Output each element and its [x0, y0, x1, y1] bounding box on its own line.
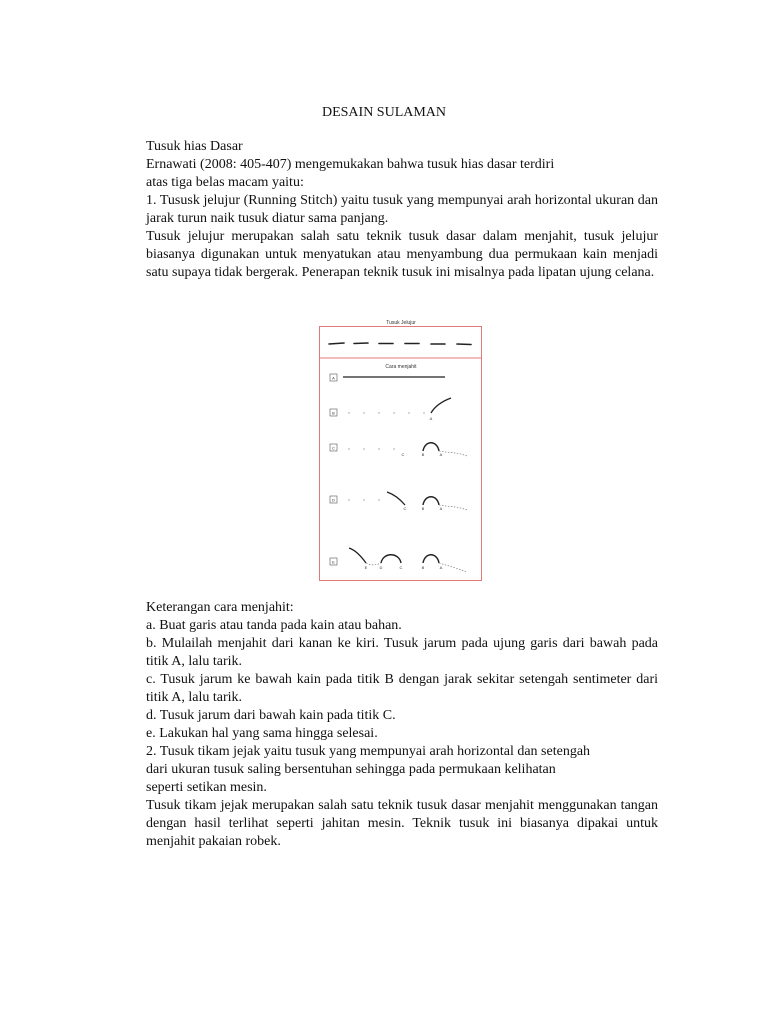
page-title: DESAIN SULAMAN: [321, 105, 447, 120]
row-e-point-d: D: [379, 565, 383, 570]
row-d-point-b: B: [421, 506, 425, 511]
steps-section: [146, 599, 658, 851]
figure-subheader: Cara menjahit: [385, 364, 417, 370]
figure-header: Tusuk Jelujur: [386, 320, 416, 326]
item-2-line-3: seperti setikan mesin.: [146, 780, 267, 795]
row-e-point-a: A: [439, 565, 443, 570]
item-1-paragraph: Tusuk jelujur merupakan salah satu teknik tusuk dasar dalam menjahit, tusuk jelujur biasanya digunakan untuk menyatukan atau menyambung dua permukaan kain menjadi satu supaya tidak bergerak. Penerapan teknik tusuk ini misalnya pada lipatan ujung celana.: [146, 229, 658, 280]
figure-svg: [319, 316, 483, 582]
item-2-paragraph: Tusuk tikam jejak merupakan salah satu teknik tusuk dasar menjahit menggunakan tangan dengan hasil terlihat seperti jahitan mesin. Teknik tusuk ini biasanya dipakai untuk menjahit pakaian robek.: [146, 798, 658, 849]
item-1-definition: 1. Tususk jelujur (Running Stitch) yaitu tusuk yang mempunyai arah horizontal ukuran dan jarak turun naik tusuk diatur sama panjang.: [146, 193, 658, 226]
row-e-label: E: [332, 559, 335, 565]
step-e: e. Lakukan hal yang sama hingga selesai.: [146, 726, 378, 741]
step-a: a. Buat garis atau tanda pada kain atau bahan.: [146, 618, 402, 633]
step-c: c. Tusuk jarum ke bawah kain pada titik B dengan jarak sekitar setengah sentimeter dari titik A, lalu tarik.: [146, 672, 658, 705]
row-e-point-c: C: [399, 565, 403, 570]
row-b-label: B: [332, 410, 335, 416]
intro-section: [146, 138, 658, 282]
row-c-point-b: B: [421, 452, 425, 457]
row-e-point-b: B: [421, 565, 425, 570]
steps-heading: Keterangan cara menjahit:: [146, 600, 294, 615]
row-d-label: D: [332, 497, 335, 503]
item-2-line-2: dari ukuran tusuk saling bersentuhan sehingga pada permukaan kelihatan: [146, 762, 556, 777]
row-a-label: A: [332, 375, 335, 381]
row-e-point-e: E: [364, 565, 368, 570]
row-c-point-a: A: [439, 452, 443, 457]
row-c-label: C: [332, 445, 335, 451]
row-c-point-c: C: [401, 452, 405, 457]
row-d-point-c: C: [403, 506, 407, 511]
step-d: d. Tusuk jarum dari bawah kain pada titik C.: [146, 708, 396, 723]
intro-line-1: Ernawati (2008: 405-407) mengemukakan bahwa tusuk hias dasar terdiri: [146, 157, 555, 172]
running-stitch-figure: [319, 316, 483, 582]
item-2-line-1: 2. Tusuk tikam jejak yaitu tusuk yang mempunyai arah horizontal dan setengah: [146, 744, 591, 759]
row-b-point-a: A: [429, 416, 433, 421]
step-b: b. Mulailah menjahit dari kanan ke kiri. Tusuk jarum pada ujung garis dari bawah pada titik A, lalu tarik.: [146, 636, 658, 669]
intro-line-2: atas tiga belas macam yaitu:: [146, 175, 304, 190]
section-heading: Tusuk hias Dasar: [146, 139, 243, 154]
row-d-point-a: A: [439, 506, 443, 511]
